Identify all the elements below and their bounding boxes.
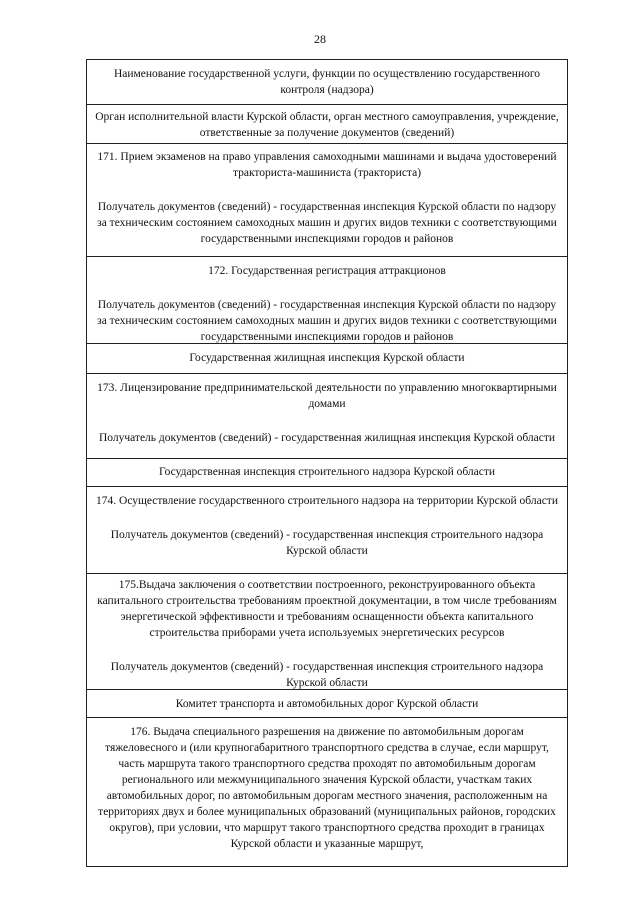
service-175-recipient: Получатель документов (сведений) - государственная инспекция строительного надзора Курской области (110, 661, 544, 689)
service-row-173 (87, 374, 567, 459)
authority-row-transport (87, 690, 567, 718)
service-172-recipient: Получатель документов (сведений) - государственная инспекция Курской области по надзору за техническим состоянием самоходных машин и других видов техники с соответствующими государственными инспекциями городов и районов (97, 299, 557, 343)
service-row-172 (87, 257, 567, 344)
service-row-174 (87, 487, 567, 574)
table-header-authority (87, 105, 567, 144)
service-172-title: 172. Государственная регистрация аттракционов (208, 265, 446, 277)
services-table (86, 59, 568, 867)
service-row-175 (87, 574, 567, 690)
service-174-title: 174. Осуществление государственного строительного надзора на территории Курской области (96, 495, 558, 507)
service-173-title: 173. Лицензирование предпринимательской деятельности по управлению многоквартирными домами (97, 382, 557, 410)
authority-construction-text: Государственная инспекция строительного надзора Курской области (158, 466, 496, 478)
authority-transport-text: Комитет транспорта и автомобильных дорог Курской области (175, 698, 479, 710)
authority-row-housing (87, 344, 567, 374)
service-174-recipient: Получатель документов (сведений) - государственная инспекция строительного надзора Курской области (110, 529, 544, 557)
service-row-176 (87, 718, 567, 866)
service-175-title: 175.Выдача заключения о соответствии построенного, реконструированного объекта капитального строительства требованиям проектной документации, в том числе требованиям энергетической эффективности и требованиям оснащенности объекта капитального строительства приборами учета используемых энергетических ресурсов (97, 579, 557, 639)
header-authority-text: Орган исполнительной власти Курской области, орган местного самоуправления, учреждение, ответственные за получение документов (сведений) (95, 111, 559, 139)
service-176-title: 176. Выдача специального разрешения на движение по автомобильным дорогам тяжеловесного и (или крупногабаритного транспортного средства в случае, если маршрут, часть маршрута такого транспортного средства проходят по автомобильным дорогам регионального или межмуниципального значения Курской области, участкам таких автомобильных дорог, по автомобильным дорогам местного значения, расположенным на территориях двух и более муниципальных образований (муниципальных районов, городских округов), при условии, что маршрут такого транспортного средства проходит в границах Курской области и указанные маршрут, (98, 726, 556, 850)
page-number: 28 (314, 32, 326, 46)
service-171-recipient: Получатель документов (сведений) - государственная инспекция Курской области по надзору за техническим состоянием самоходных машин и других видов техники с соответствующими государственными инспекциями городов и районов (97, 201, 557, 245)
authority-row-construction (87, 459, 567, 487)
service-row-171 (87, 144, 567, 257)
service-171-title: 171. Прием экзаменов на право управления самоходными машинами и выдача удостоверений тракториста-машиниста (тракториста) (97, 151, 557, 179)
header-service-text: Наименование государственной услуги, функции по осуществлению государственного контроля (надзора) (113, 68, 541, 96)
authority-housing-text: Государственная жилищная инспекция Курской области (189, 352, 465, 364)
table-header-service (87, 60, 567, 105)
service-173-recipient: Получатель документов (сведений) - государственная жилищная инспекция Курской области (98, 432, 556, 444)
